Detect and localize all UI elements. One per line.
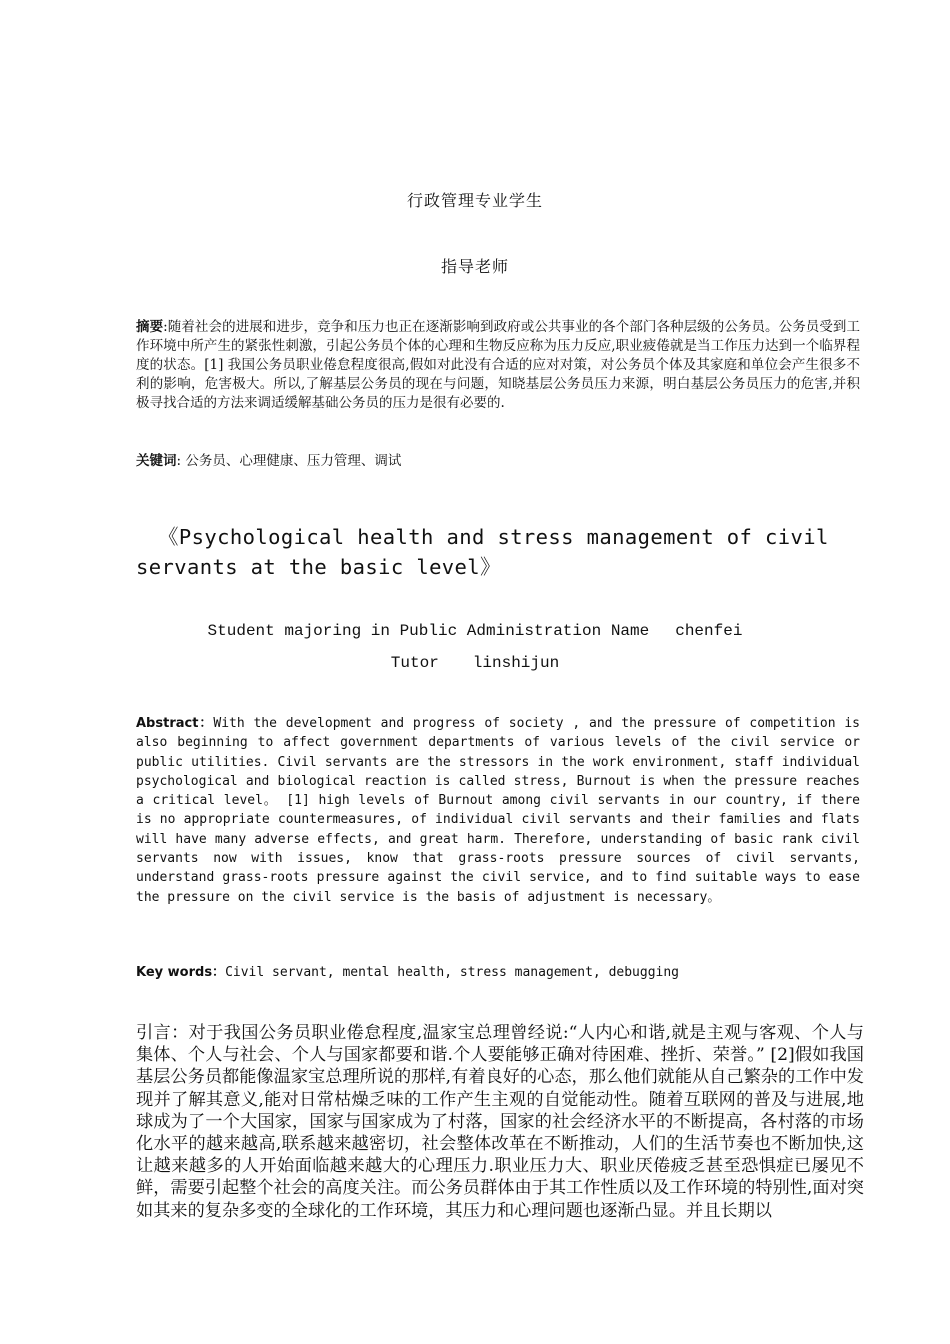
english-abstract-text: With the development and progress of society , and the pressure of competition is also beginning to affect government departments of various levels of the civil service or public utilities. Civil servants are the stressors in the work environment, staff individual psychological and biological reaction is called stress, Burnout is when the pressure reaches a critical level。 [1] high levels of Burnout among civil servants in our country, if there is no appropriate countermeasures, of individual civil servants and their families and flats will have many adverse effects, and great harm. Therefore, understanding of basic rank civil servants now with issues, know that grass-roots pressure sources of civil servants, understand grass-roots pressure against the civil service, and to find suitable ways to ease the pressure on the civil service is the basis of adjustment is necessary。 (136, 716, 860, 905)
english-keywords-label: Key words： (136, 965, 226, 980)
english-student-name: chenfei (675, 622, 743, 640)
english-student-label: Student majoring in Public Administration Name (207, 622, 650, 640)
chinese-keywords-text: : 公务员、心理健康、压力管理、调试 (176, 453, 402, 469)
chinese-keywords (136, 452, 860, 471)
english-abstract (136, 714, 860, 907)
chinese-keywords-label: 关键词 (136, 453, 177, 469)
chinese-abstract-text: :随着社会的进展和进步，竞争和压力也正在逐渐影响到政府或公共事业的各个部门各种层级的公务员。公务员受到工作环境中所产生的紧张性刺激，引起公务员个体的心理和生物反应称为压力反应,职业疲倦就是当工作压力达到一个临界程度的状态。[1] 我国公务员职业倦怠程度很高,假如对此没有合适的应对对策，对公务员个体及其家庭和单位会产生很多不利的影响，危害极大。所以,了解基层公务员的现在与问题，知晓基层公务员压力来源，明白基层公务员压力的危害,并积极寻找合适的方法来调适缓解基础公务员的压力是很有必要的. (136, 319, 861, 411)
chinese-abstract-label: 摘要 (136, 319, 164, 335)
english-tutor-line (0, 653, 950, 673)
introduction-paragraph: 引言：对于我国公务员职业倦怠程度,温家宝总理曾经说:“人内心和谐,就是主观与客观、个人与集体、个人与社会、个人与国家都要和谐.个人要能够正确对待困难、挫折、荣誉。” [2]假如我国基层公务员都能像温家宝总理所说的那样,有着良好的心态，那么他们就能从自己繁杂的工作中发现并了解其意义,能对日常枯燥乏味的工作产生主观的自觉能动性。随着互联网的普及与进展,地球成为了一个大国家，国家与国家成为了村落，国家的社会经济水平的不断提高，各村落的市场化水平的越来越高,联系越来越密切，社会整体改革在不断推动，人们的生活节奏也不断加快,这让越来越多的人开始面临越来越大的心理压力.职业压力大、职业厌倦疲乏甚至恐惧症已屡见不鲜，需要引起整个社会的高度关注。而公务员群体由于其工作性质以及工作环境的特别性,面对突如其来的复杂多变的全球化的工作环境，其压力和心理问题也逐渐凸显。并且长期以 (136, 1023, 864, 1221)
student-major-line: 行政管理专业学生 (406, 191, 543, 210)
english-student-line (0, 621, 950, 641)
tutor-line: 指导老师 (440, 257, 509, 276)
chinese-abstract (136, 318, 860, 413)
english-keywords (136, 963, 860, 982)
english-abstract-label: Abstract： (136, 716, 214, 731)
english-title: 《Psychological health and stress management of civil servants at the basic level》 (136, 525, 829, 579)
english-tutor-name: linshijun (472, 654, 560, 672)
english-keywords-text: Civil servant, mental health, stress management, debugging (225, 965, 680, 980)
english-tutor-label: Tutor (390, 654, 439, 672)
